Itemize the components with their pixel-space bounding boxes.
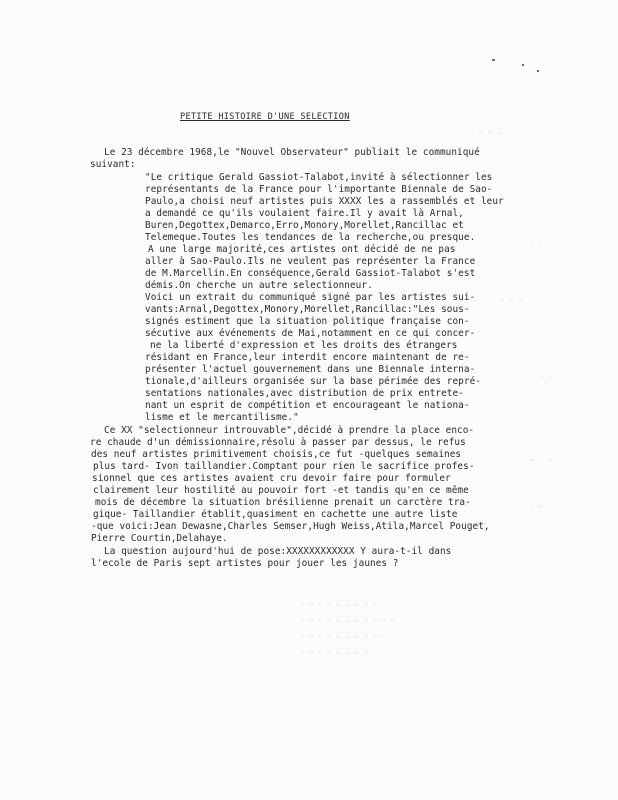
text-line: Ce XX "selectionneur introuvable",décidé à prendre la place enco-: [104, 425, 475, 436]
text-line: clairement leur hostilité au pouvoir fort -et tandis qu'en ce même: [93, 485, 469, 496]
text-line: Telemeque.Toutes les tendances de la recherche,ou presque.: [145, 232, 476, 243]
text-line: Le 23 décembre 1968,le "Nouvel Observateur" publiait le communiqué: [104, 147, 480, 158]
text-line: gique- Taillandier établit,quasiment en cachette une autre liste: [93, 509, 458, 520]
text-line: sionnel que ces artistes avaient cru devoir faire pour formuler: [92, 473, 451, 484]
ink-speck: [522, 64, 524, 66]
text-line: La question aujourd'hui de pose:XXXXXXXXXXXX Y aura-t-il dans: [104, 546, 452, 557]
text-line: de M.Marcellin.En conséquence,Gerald Gassiot-Talabot s'est: [145, 268, 476, 279]
text-line: lisme et le mercantilisme.": [145, 412, 299, 423]
text-line: A une large majorité,ces artistes ont décidé de ne pas: [148, 244, 456, 255]
text-line: vants:Arnal,Degottex,Monory,Morellet,Rancillac:"Les sous-: [145, 304, 470, 315]
text-line: "Le critique Gerald Gassiot-Talabot,invité à sélectionner les: [145, 172, 493, 183]
text-line: ne la liberté d'expression et les droits des étrangers: [150, 340, 458, 351]
text-line: re chaude d'un démissionnaire,résolu à passer par dessus, le refus: [90, 437, 466, 448]
ink-speck: [537, 70, 539, 72]
text-line: nant un esprit de compétition et encourageant le nationa-: [145, 400, 470, 411]
text-line: mois de décembre la situation brésilienne prenait un carctère tra-: [95, 497, 471, 508]
document-title: PETITE HISTOIRE D'UNE SELECTION: [180, 112, 350, 122]
text-line: -que voici:Jean Dewasne,Charles Semser,Hugh Weiss,Atila,Marcel Pouget,: [91, 521, 490, 532]
text-line: résidant en France,leur interdit encore maintenant de re-: [145, 352, 470, 363]
text-line: présenter l'actuel gouvernement dans une Biennale interna-: [145, 364, 476, 375]
text-line: signés estiment que la situation politique française con-: [145, 316, 470, 327]
text-line: Buren,Degottex,Demarco,Erro,Monory,Morellet,Rancillac et: [145, 220, 464, 231]
text-line: aller à Sao-Paulo.Ils ne veulent pas représenter la France: [145, 256, 476, 267]
text-line: sentations nationales,avec distribution de prix entrete-: [145, 388, 464, 399]
text-line: a demandé ce qu'ils voulaient faire.Il y avait là Arnal,: [145, 208, 464, 219]
text-line: tionale,d'ailleurs organisée sur la base périmée des repré-: [145, 376, 481, 387]
text-line: représentants de la France pour l'importante Biennale de Sao-: [145, 184, 493, 195]
text-line: Paulo,a choisi neuf artistes puis XXXX les a rassemblés et leur: [145, 196, 504, 207]
text-line: Voici un extrait du communiqué signé par les artistes sui-: [145, 292, 476, 303]
text-line: Pierre Courtin,Delahaye.: [91, 533, 228, 544]
text-line: suivant:: [90, 159, 136, 170]
text-line: des neuf artistes primitivement choisis,ce fut -quelques semaines: [91, 449, 462, 460]
text-line: sécutive aux événements de Mai,notamment en ce qui concer-: [145, 328, 476, 339]
text-line: l'ecole de Paris sept artistes pour jouer les jaunes ?: [91, 558, 399, 569]
text-line: plus tard- Ivon taillandier.Comptant pour rien le sacrifice profes-: [93, 461, 475, 472]
ink-speck: [492, 59, 495, 61]
text-line: démis.On cherche un autre selectionneur.: [145, 280, 373, 291]
bleed-through-texture: — — — — - - - - — — — - - - — - — - - — - — — — — — — — — — — — — — — — — — — — — — — — — — — — — — — — — — — — — — —: [300, 128, 563, 657]
